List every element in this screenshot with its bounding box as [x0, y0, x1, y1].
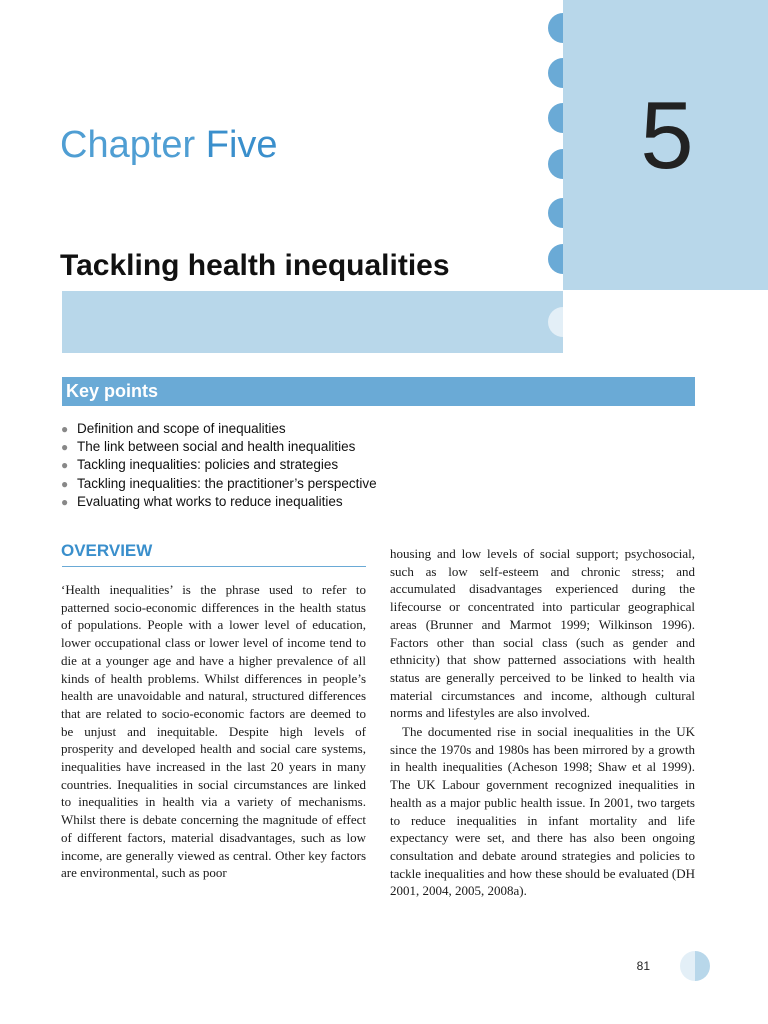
bullet-icon: ● [61, 422, 69, 436]
decorative-circle [548, 58, 578, 88]
chapter-heading [60, 120, 278, 170]
overview-heading: OVERVIEW [61, 541, 153, 560]
bullet-icon: ● [61, 440, 69, 455]
bullet-icon: ● [61, 476, 69, 491]
overview-paragraph-continued: housing and low levels of social support; psychosocial, such as low self-esteem and chronic stress; and accumulated disadvantages experienced during the lifecourse or concentrated into particular geographical areas (Brunner and Marmot 1999; Wilkinson 1996). Factors other than social class (such as gender and ethnicity) that show patterned associations with health status are generally perceived to be linked to health via material circumstances and income, although cultural norms and lifestyles are also involved. [390, 546, 695, 721]
decorative-circle [548, 103, 578, 133]
decorative-circle [548, 307, 578, 337]
chapter-title: Tackling health inequalities [60, 249, 450, 282]
decorative-circle [548, 13, 578, 43]
list-item [60, 438, 377, 456]
key-point-text: Definition and scope of inequalities [77, 421, 286, 436]
list-item [60, 420, 377, 438]
decorative-circle [548, 244, 578, 274]
list-item [60, 475, 377, 493]
bullet-icon: ● [61, 494, 69, 509]
list-item [60, 493, 377, 511]
list-item [60, 456, 377, 474]
page-tab-circle [680, 951, 710, 981]
page-number: 81 [636, 959, 650, 973]
key-point-text: Evaluating what works to reduce inequalities [77, 493, 343, 509]
overview-paragraph: ‘Health inequalities’ is the phrase used to refer to patterned socio-economic differences in the health status of populations. People with a lower level of education, lower occupational class or lower level of income tend to die at a younger age and have a higher prevalence of all kinds of health problems. Whilst differences in people’s health are unavoidable and natural, structured differences that are related to socio-economic factors are deemed to be unjust and inequitable. Despite high levels of prosperity and developed health and social care systems, inequalities have increased in the last 20 years in many countries. Inequalities in social circumstances are linked to inequalities in health via a variety of mechanisms. Whilst there is debate concerning the magnitude of effect of different factors, material disadvantages, such as low income, are generally viewed as central. Other key factors are environmental, such as poor [61, 582, 366, 881]
decorative-circle [548, 198, 578, 228]
chapter-number-word: Five [205, 124, 278, 166]
key-point-text: The link between social and health inequalities [77, 439, 356, 455]
chapter-number: 5 [640, 82, 694, 189]
decorative-circle [548, 149, 578, 179]
section-divider [62, 566, 366, 567]
chapter-word: Chapter [60, 124, 196, 166]
bullet-icon: ● [61, 458, 69, 473]
key-points-heading: Key points [66, 381, 159, 401]
key-point-text: Tackling inequalities: the practitioner’s perspective [77, 475, 377, 491]
title-band [62, 291, 563, 353]
key-point-text: Tackling inequalities: policies and strategies [77, 457, 339, 473]
overview-paragraph: The documented rise in social inequalities in the UK since the 1970s and 1980s has been mirrored by a growth in health inequalities (Acheson 1998; Shaw et al 1999). The UK Labour government recognized inequalities in health as a major public health issue. In 2001, two targets to reduce inequalities in infant mortality and life expectancy were set, and there has also been ongoing consultation and debate around strategies and policies to tackle inequalities and how these should be evaluated (DH 2001, 2004, 2005, 2008a). [390, 724, 695, 899]
key-points-list [60, 420, 377, 511]
